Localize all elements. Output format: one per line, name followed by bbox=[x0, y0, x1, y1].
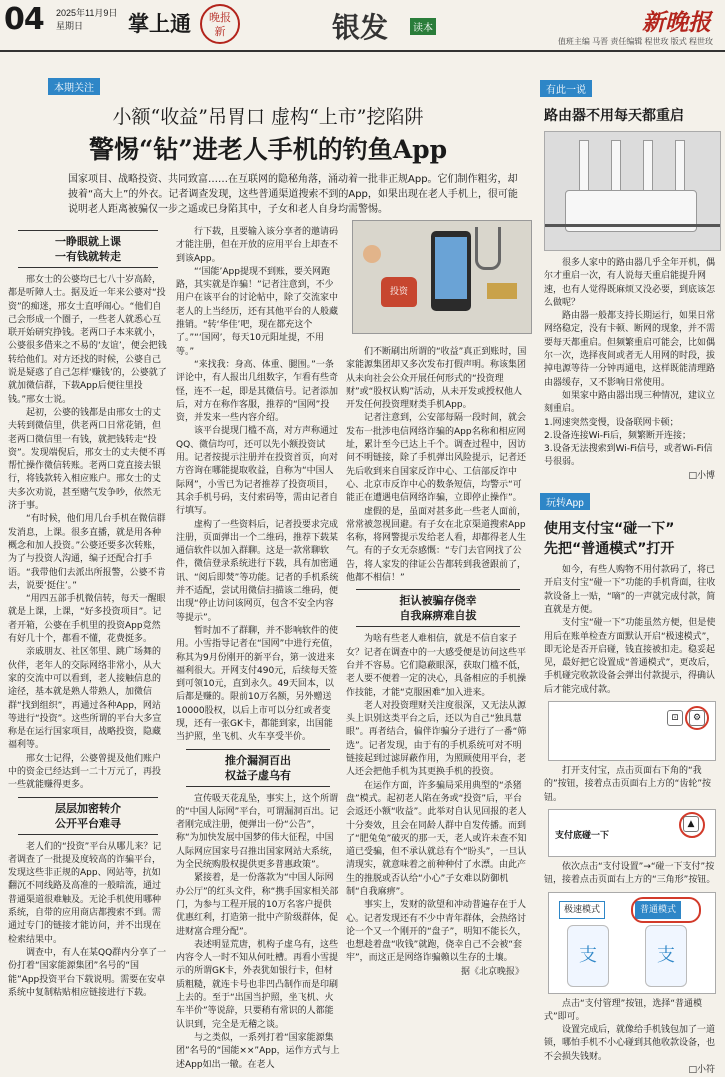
issue-date bbox=[56, 7, 117, 33]
list-item: 3.设备无法搜索到Wi-Fi信号，或者Wi-Fi信号很弱。 bbox=[544, 443, 721, 470]
caption-text: 依次点击“支付设置”→“碰一下支付”按钮，接着点击页面右上方的“三角形”按钮。 bbox=[544, 861, 721, 888]
paragraph: 老人对投资理财关注度很深，又无法从源头上识别这类平台之后，还以为自己“独具慧眼”。再者结合，偏伴诈骗分子进行了一番“筛选”。记者发现，由于有的手机系统可对不明链接起到过滤屏蔽作用，为照顾使用平台，老人还会把他手机为其更换手机的投资。 bbox=[346, 700, 530, 780]
step-3-caption bbox=[544, 998, 721, 1077]
article-column-2 bbox=[176, 226, 340, 1054]
article-intro: 国家项目、战略投资、共同致富……在互联网的隐秘角落，涌动着一批非正规App。它们制作粗劣，却披着“高大上”的外衣。记者调查发现，这些普通渠道搜索不到的App，如果出现在老人手机上，很可能说明老人距离被骗仅一步之遥或已身陷其中，子女和老人自身均需警惕。 bbox=[68, 172, 526, 217]
alipay-title-line1: 使用支付宝“碰一下” bbox=[544, 518, 721, 538]
person-figure bbox=[363, 245, 381, 263]
article-source: 据《北京晚报》 bbox=[346, 966, 524, 979]
router-antenna bbox=[611, 140, 621, 194]
author-credit: □小博 bbox=[544, 470, 715, 483]
router-antenna bbox=[579, 140, 589, 194]
paragraph: 记者注意到，公安部每隔一段时间，就会发布一批涉电信网络诈骗的App名称和相应网址，累计至今已达上千个。调查过程中，因访问不明链接，除了手机弹出风险提示，记者还先后收到来自国家反诈中心、工信部反诈中心、北京市反诈中心的数条短信，均警示“可能正在遭遇电信网络诈骗，立即停止操作”。 bbox=[346, 412, 530, 505]
step-1-caption bbox=[544, 765, 721, 805]
editor-credits: 值班主编 马晋 责任编辑 程世玫 版式 程世玫 bbox=[558, 36, 713, 47]
paragraph: “来找我：身高、体重、腿围。”一条评论中，有人报出几组数字，乍看有些奇怪，连不一起，即是其微信号。记者添加后，对方在称作客服，推荐的“国网”投资，并发来一些内容介绍。 bbox=[176, 359, 340, 425]
paragraph: 如果家中路由器出现三种情况，建议立刻重启。 bbox=[544, 390, 721, 417]
paragraph: 事实上，发财的欲望和冲动普遍存在于人心。记者发现还有不少中青年群体，会热络讨论一个又一个刚开的“盘子”，明知不能长久，也想趁着盘“收钱”就跑，侥幸自己不会被“套牢”，而这正是网络诈骗赖以生存的土壤。 bbox=[346, 899, 530, 965]
paragraph: 路由器一般都支持长期运行，如果日常网络稳定，没有卡顿、断网的现象，并不需要每天都重启。但频繁重启可能会，比如偶尔一次，选择夜间或者无人用网的时段，拔掉电源等待一分钟再通电，这样既能清理路由器缓存，又不影响日常使用。 bbox=[544, 310, 721, 390]
caption-text: 点击“支付管理”按钮，选择“普通模式”即可。 bbox=[544, 998, 721, 1025]
fishing-app-illustration bbox=[352, 220, 532, 334]
subhead-3-line2: 权益子虚乌有 bbox=[186, 768, 330, 783]
phone-preview-card bbox=[645, 925, 687, 987]
paragraph: 如今，有些人购物不用付款码了，将已开启支付宝“碰一下”功能的手机背面，往收款设备上一贴，“嘀”的一声就完成付款，简直就是方便。 bbox=[544, 564, 721, 617]
subhead-3 bbox=[186, 749, 330, 787]
paragraph: 暂时加不了群聊，并不影响软件的使用。小雪指导记者在“国网”中进行充值，称其为9月份刚开的新平台，第一波进来福利很大。开网支付490元，后续每天签到可领10元，直到永久。49天回本，以后都是赚的。限前10万名额，另外赠送10000股权，以后上市可以分红或者变现，还有一张GK卡，都能到家，出国能当护照，坐飞机、火车享受半价。 bbox=[176, 625, 340, 745]
alipay-logo: 支 bbox=[646, 926, 686, 986]
alipay-title-line2: 先把“普通模式”打开 bbox=[544, 538, 721, 558]
paragraph: 为啥有些老人难相信，就是不信自家子女？记者在调查中的一大感受便是访问这些平台并不容易。它们隐蔽眼深，获取门槛不低，老人要不便着一定的决心，具备相应的手机操作技能，才能“克服困难”加入进来。 bbox=[346, 633, 530, 699]
fishing-hook-icon bbox=[475, 227, 501, 270]
caption-text: 打开支付宝，点击页面右下角的“我的”按钮，接着点击页面右上方的“齿轮”按钮。 bbox=[544, 765, 721, 805]
paragraph: 虚假的是，虽面对甚多此一些老人面前，常常被忽视回避。有子女在北京渠道搜索App名称，将网警提示发给老人看，却都得老人生气。有的子女无奈感慨：“专门去官网找了公告，将人家发的律证公告都转到我爸跟前了，他都不相信！” bbox=[346, 506, 530, 586]
subhead-3-line1: 推介漏洞百出 bbox=[186, 753, 330, 768]
paragraph: 与之类似，一系列打着“国家能源集团”名号的“国能××”App，运作方式与上述App如出一辙。在老人 bbox=[176, 1032, 340, 1072]
fast-mode-option: 极速模式 bbox=[559, 901, 605, 919]
router-antenna bbox=[675, 140, 685, 194]
phone-screen bbox=[435, 237, 467, 299]
subhead-2 bbox=[18, 797, 158, 835]
list-item: 1.网速突然变慢，设备联网卡顿； bbox=[544, 417, 721, 430]
subhead-2-line2: 公开平台难寻 bbox=[18, 816, 158, 831]
subhead-4 bbox=[356, 589, 520, 627]
triangle-icon: ▲ bbox=[683, 816, 699, 832]
headline-main: 警惕“钻”进老人手机的钓鱼App bbox=[10, 130, 526, 166]
money-bill bbox=[487, 283, 517, 299]
pay-setting-label: 支付底碰一下 bbox=[555, 828, 609, 841]
paragraph: “‘国能’App提现不到账，要关网跑路，其实就是诈骗！”记者注意到，不少用户在该平台的讨论帖中，除了交流家中老人的上当经历，还有其他平台的人般藏推销。“转‘华佳’吧，现在都充这个了。”“‘国网’，每天10元阳址提，不用等。” bbox=[176, 266, 340, 359]
highlight-ring bbox=[631, 897, 701, 923]
paragraph: 很多人家中的路由器几乎全年开机，偶尔才重启一次，有人说每天重启能提升网速，也有人觉得既麻烦又没必要，到底该怎么做呢？ bbox=[544, 257, 721, 310]
router-article-body bbox=[544, 257, 721, 483]
highlight-ring bbox=[685, 706, 709, 730]
subhead-4-line2: 自我麻痹难自拔 bbox=[356, 608, 520, 623]
paragraph: 表述明显荒唐，机构子虚乌有，这些内容令人一时不知从何吐槽。再看小雪提示的所谓GK卡，外表犹如银行卡，但材质粗糙，就连卡号也非凹凸制作而是印刷上去的。至于“出国当护照，坐飞机、火车半价”等说辞，只要稍有常识的人都能认识到，完全是无稽之谈。 bbox=[176, 939, 340, 1032]
screenshot-step-3 bbox=[548, 892, 716, 994]
gear-icon: ⚙ bbox=[689, 710, 705, 726]
subhead-1 bbox=[18, 230, 158, 268]
article-column-1 bbox=[8, 226, 168, 1054]
brand-logo: 新晚报 bbox=[642, 4, 711, 37]
paragraph: 邢女士的公婆均已七八十岁高龄，都是听障人士。据及近一年来公婆对“投资”的痴迷，邢女士直呼闹心。“他们自己会形成一个圈子，一些老人就悉心互联开始研究挣钱。老两口子本来就小，公婆很多借来之不易的‘友谊’，便会把钱转给他们。对方还找的时候，公婆自己说是疑惑了自己怎样‘赚钱’的，公婆就了就加微信群，下载App后便往里投钱。”邢女士说。 bbox=[8, 274, 168, 407]
paragraph: 支付宝“碰一下”功能虽然方便，但是使用后在账单检查方面默认开启“极速模式”，即无论是否开启碰，钱直接被扣走。稳妥起见，最好把它设置成“普通模式”，更改后，手机碰完收款设备会弹出付款提示，得确认后才能完成付款。 bbox=[544, 617, 721, 697]
sidebar-tag-1: 有此一说 bbox=[540, 80, 592, 97]
date-text: 2025年11月9日 bbox=[56, 7, 117, 20]
paragraph: 设置完成后，就像给手机钱包加了一道锁，哪怕手机不小心碰到其他收款设备，也不会损失钱财。 bbox=[544, 1024, 721, 1064]
highlight-ring bbox=[679, 812, 705, 838]
subhead-1-line1: 一睁眼就上课 bbox=[18, 234, 158, 249]
column-badge: 读本 bbox=[410, 18, 436, 35]
screenshot-step-1 bbox=[548, 701, 716, 761]
paragraph: “有时候，他们用几台手机在微信群发消息，上课。很多直播，就是用各种概念和加人投资。”公婆还要多次转账，为了与投资人沟通，编子还配合打手语。“我带他们去派出所报警，公婆不肯去，说要‘挺住’。” bbox=[8, 513, 168, 593]
router-article-title: 路由器不用每天都重启 bbox=[544, 105, 721, 125]
sidebar bbox=[540, 78, 721, 1077]
router-photo bbox=[544, 131, 721, 251]
screenshot-step-2 bbox=[548, 809, 716, 857]
router-cable bbox=[545, 224, 720, 227]
phone-preview-card bbox=[567, 925, 609, 987]
paragraph: 亲戚朋友、社区邻里、跳广场舞的伙伴，老年人的交际网络非常小，从大家的交流中可以看到，老人接触信息的途径，基本就是熟人带熟人，加微信群“找到组织”，再通过各种App，网站等进行“投资”。这些所谓的平台大多宣称是在运行国家项目，战略投资，隐藏福利等。 bbox=[8, 646, 168, 752]
router-antenna bbox=[643, 140, 653, 194]
paragraph: 宣传吸天花乱坠，事实上，这个所谓的“中国人际网”平台，可谓漏洞百出。记者刚完成注册，便弹出一份“公告”，称“为加快发展中国梦的伟大征程，中国人际网应国家号召推出国家网站大系统，为全民统购股权提供更多普惠政策”。 bbox=[176, 793, 340, 873]
list-item: 2.设备连接Wi-Fi后，频繁断开连接； bbox=[544, 430, 721, 443]
paragraph: 虚构了一些资料后，记者投要求完成注册，页面弹出一个二维码，推荐下载某通信软件以加入群聊。这是一款常聊软件，微信登录系统进行下载，具有加密通讯、“阅后即焚”等功能。记者的手机系统并不适配，尝试用微信扫描该二维码，便出现“停止访问该网页，包含不安全内容等提示”。 bbox=[176, 519, 340, 625]
paragraph: 该平台提现门槛不高，对方声称通过QQ、微信均可，还可以先小额投资试用。记者按提示注册并在投资首页，向对方咨询在哪能提取收益，自称为“中国人际网”，小雪已为记者推荐了投资项目，其余手机号码，支付索码等，需由记者自行填写。 bbox=[176, 425, 340, 518]
normal-mode-option: 普通模式 bbox=[635, 901, 681, 919]
subhead-2-line1: 层层加密转介 bbox=[18, 801, 158, 816]
weekday-text: 星期日 bbox=[56, 20, 117, 33]
subhead-1-line2: 一有钱就转走 bbox=[18, 249, 158, 264]
paragraph: 紧接着，是一份落款为“中国人际网办公厅”的红头文件，称“携手国家相关部门，为参与工程开展的10万名客户提供优惠红利，打造第一批中产阶级群体，促进财富合理分配”。 bbox=[176, 872, 340, 938]
paragraph: “用四五部手机微信转，每天一醒眼就是上课，上课，“好多投资项目”。记者开箱，公婆在手机里的投资App竟然有好几十个，都看不懂，花费挺多。 bbox=[8, 593, 168, 646]
headline-top: 小额“收益”吊胃口 虚构“上市”挖陷阱 bbox=[10, 102, 526, 129]
alipay-logo: 支 bbox=[568, 926, 608, 986]
kicker-tag: 本期关注 bbox=[48, 78, 100, 95]
scan-icon: ⊡ bbox=[667, 710, 683, 726]
paragraph: 行下载，且要输入该分享者的邀请码才能注册，但在开放的应用平台上却查不到该App。 bbox=[176, 226, 340, 266]
article-column-3 bbox=[346, 346, 530, 1054]
subhead-4-line1: 拒认被骗存侥幸 bbox=[356, 593, 520, 608]
paragraph: 老人们的“投资”平台从哪儿来？记者调查了一批提及度较高的诈骗平台，发现这些非正规的App、网站等，抗如翻沉不同线路及高准的一般暗流，通过普通渠道很难触及。无论手机使用哪种系统，自带的应用商店都搜索不到。需通过专门的链接才能访问，并不出现在检索结果中。 bbox=[8, 841, 168, 947]
page-header bbox=[0, 0, 725, 52]
main-article bbox=[4, 78, 532, 1058]
author-credit: □小符 bbox=[544, 1064, 715, 1077]
step-2-caption bbox=[544, 861, 721, 888]
section-title: 掌上通 bbox=[128, 8, 191, 38]
newspaper-seal-logo: 晚报 新 bbox=[200, 4, 240, 44]
paragraph: 们不断刷出所谓的“收益”真正到账时，国家能源集团却又多次发布打假声明。称该集团从未向社会公众开展任何形式的“投资理财”或“股权认购”活动，从未开发或授权他人开发任何投资理财类手机App。 bbox=[346, 346, 530, 412]
paragraph: 调查中，有人在某QQ群内分享了一份打着“国家能源集团”名号的“国能”App投资平台下载说明。需要在安卓系统中复制粘贴相应链接进行下载。 bbox=[8, 947, 168, 1000]
paragraph: 在运作方面，许多骗局采用典型的“杀猪盘”模式。起初老人陷在务或“投资”后，平台会返还小额“收益”。此举对自认见回报的老人十分奏效，且会在同龄人群中自发传播。而到了“肥兔兔”破灭的那一天，老人或许未查不知道已受骗，但不承认就总有个“盼头”，一旦认清现实，就意味着之前种种付了水漂。由此产生的推脱或否认给“小心”子女难以防御机制“自我麻痹”。 bbox=[346, 780, 530, 900]
investment-bag: 投资 bbox=[381, 277, 417, 307]
page-number: 04 bbox=[4, 2, 44, 37]
column-name: 银发 bbox=[332, 6, 388, 46]
paragraph: 起初，公婆的钱都是由邢女士的丈夫转到微信里，供老两口日常花销，但老两口微信里一有钱，就把钱转走“投资”。发现端倪后，邢女士的丈夫便不再帮忙操作微信转账。老两口竟直接去银行，将钱款转入相应账户。邢女士的丈夫多次劝说，甚至赌气发争吵，依然无济于事。 bbox=[8, 407, 168, 513]
sidebar-tag-2: 玩转App bbox=[540, 493, 590, 510]
alipay-article-body bbox=[544, 564, 721, 697]
paragraph: 邢女士记得，公婆曾提及他们账户中的资金已经达到一二十万元了，再投一些就能赚得更多。 bbox=[8, 753, 168, 793]
